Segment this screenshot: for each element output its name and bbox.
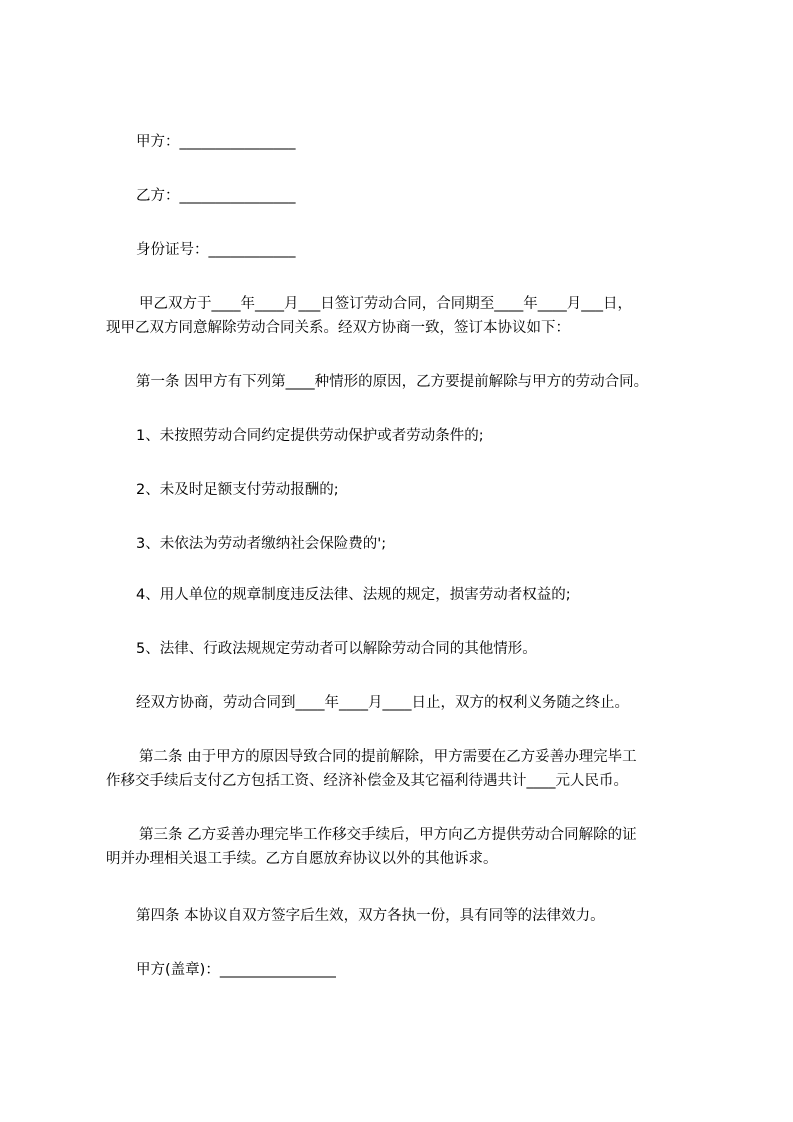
article-1: 第一条 因甲方有下列第____种情形的原因，乙方要提前解除与甲方的劳动合同。	[136, 374, 649, 390]
article-1-item-4: 4、用人单位的规章制度违反法律、法规的规定，损害劳动者权益的;	[136, 587, 571, 603]
party-b-line: 乙方：________________	[136, 188, 296, 204]
article-1-item-1: 1、未按照劳动合同约定提供劳动保护或者劳动条件的;	[136, 428, 484, 444]
article-1-item-3: 3、未依法为劳动者缴纳社会保险费的';	[136, 536, 387, 552]
termination-clause: 经双方协商，劳动合同到____年____月____日止，双方的权利义务随之终止。	[136, 695, 629, 711]
party-a-line: 甲方：________________	[136, 134, 296, 150]
article-3-line-2: 明并办理相关退工手续。乙方自愿放弃协议以外的其他诉求。	[106, 851, 498, 867]
intro-line-2: 现甲乙双方同意解除劳动合同关系。经双方协商一致，签订本协议如下：	[106, 320, 570, 336]
intro-line-1: 甲乙双方于____年____月___日签订劳动合同，合同期至____年____月___日，	[139, 296, 632, 312]
id-number-line: 身份证号：____________	[136, 242, 296, 258]
party-a-signature: 甲方(盖章)：________________	[136, 962, 336, 978]
article-3-line-1: 第三条 乙方妥善办理完毕工作移交手续后，甲方向乙方提供劳动合同解除的证	[139, 827, 637, 843]
article-2-line-1: 第二条 由于甲方的原因导致合同的提前解除，甲方需要在乙方妥善办理完毕工	[139, 749, 637, 765]
article-1-item-2: 2、未及时足额支付劳动报酬的;	[136, 482, 339, 498]
article-4: 第四条 本协议自双方签字后生效，双方各执一份，具有同等的法律效力。	[136, 908, 605, 924]
article-2-line-2: 作移交手续后支付乙方包括工资、经济补偿金及其它福利待遇共计____元人民币。	[106, 773, 628, 789]
article-1-item-5: 5、法律、行政法规规定劳动者可以解除劳动合同的其他情形。	[136, 641, 537, 657]
